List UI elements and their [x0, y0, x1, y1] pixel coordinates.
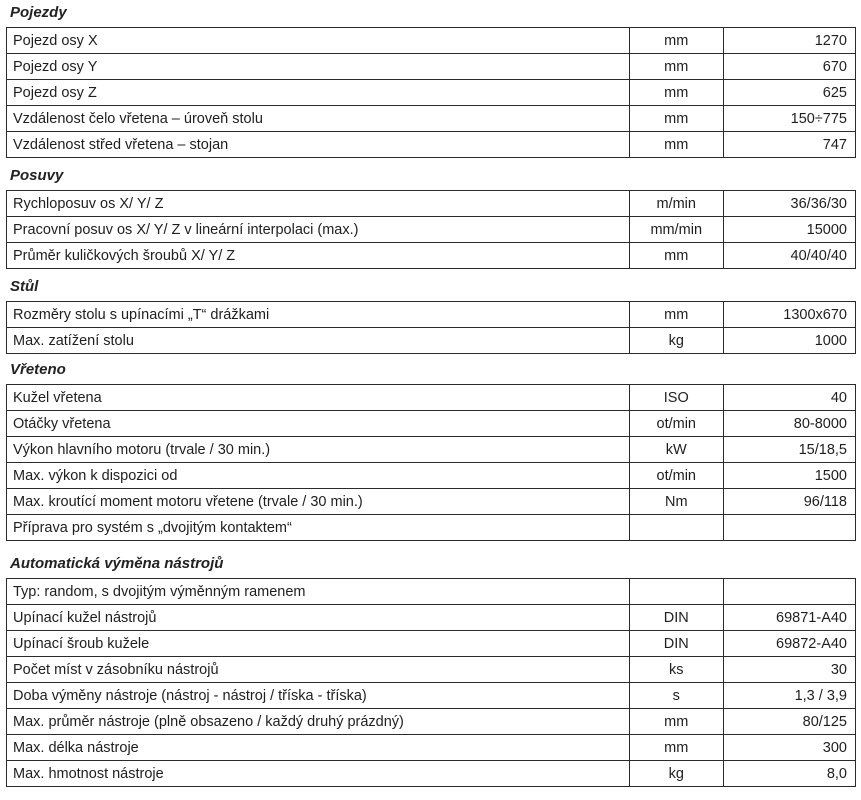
row-value: 8,0: [723, 761, 855, 787]
row-unit: [629, 515, 723, 541]
table-row: [7, 683, 856, 709]
row-name: Max. průměr nástroje (plně obsazeno / každý druhý prázdný): [7, 709, 630, 735]
row-name: Vzdálenost střed vřetena – stojan: [7, 132, 630, 158]
row-value: 15/18,5: [723, 437, 855, 463]
table-row: [7, 735, 856, 761]
row-value: 670: [723, 54, 855, 80]
row-unit: m/min: [629, 191, 723, 217]
row-unit: mm: [629, 302, 723, 328]
row-value: 15000: [723, 217, 855, 243]
table-vreteno: [6, 384, 856, 541]
table-row: [7, 106, 856, 132]
row-name: Max. kroutící moment motoru vřetene (trvale / 30 min.): [7, 489, 630, 515]
table-row: [7, 191, 856, 217]
row-value: 625: [723, 80, 855, 106]
table-row: [7, 515, 856, 541]
row-value: 36/36/30: [723, 191, 855, 217]
row-unit: mm: [629, 80, 723, 106]
row-name: Max. hmotnost nástroje: [7, 761, 630, 787]
row-name: Upínací šroub kužele: [7, 631, 630, 657]
row-name: Počet míst v zásobníku nástrojů: [7, 657, 630, 683]
table-row: [7, 657, 856, 683]
row-unit: ks: [629, 657, 723, 683]
row-name: Otáčky vřetena: [7, 411, 630, 437]
table-row: [7, 243, 856, 269]
row-name: Vzdálenost čelo vřetena – úroveň stolu: [7, 106, 630, 132]
table-row: [7, 28, 856, 54]
row-name: Pojezd osy X: [7, 28, 630, 54]
table-pojezdy: [6, 27, 856, 158]
row-value: 1,3 / 3,9: [723, 683, 855, 709]
table-row: [7, 132, 856, 158]
row-unit: Nm: [629, 489, 723, 515]
table-row: [7, 761, 856, 787]
row-value: 300: [723, 735, 855, 761]
row-unit: ot/min: [629, 411, 723, 437]
row-value: 1500: [723, 463, 855, 489]
row-name: Příprava pro systém s „dvojitým kontaktem“: [7, 515, 630, 541]
row-value: 80/125: [723, 709, 855, 735]
row-name: Průměr kuličkových šroubů X/ Y/ Z: [7, 243, 630, 269]
row-name: Max. výkon k dispozici od: [7, 463, 630, 489]
row-unit: mm: [629, 735, 723, 761]
table-posuvy: [6, 190, 856, 269]
row-unit: DIN: [629, 631, 723, 657]
section-title-vreteno: Vřeteno: [10, 361, 66, 378]
row-unit: mm: [629, 106, 723, 132]
section-title-posuvy: Posuvy: [10, 167, 64, 184]
row-unit: mm/min: [629, 217, 723, 243]
table-atc: [6, 578, 856, 787]
row-name: Pojezd osy Y: [7, 54, 630, 80]
row-unit: ot/min: [629, 463, 723, 489]
row-unit: mm: [629, 54, 723, 80]
row-name: Pojezd osy Z: [7, 80, 630, 106]
row-value: [723, 515, 855, 541]
row-unit: [629, 579, 723, 605]
section-title-atc: Automatická výměna nástrojů: [10, 555, 224, 572]
table-row: [7, 463, 856, 489]
row-name: Max. délka nástroje: [7, 735, 630, 761]
row-value: 1300x670: [723, 302, 855, 328]
row-value: 150÷775: [723, 106, 855, 132]
section-title-pojezdy: Pojezdy: [10, 4, 67, 21]
row-unit: s: [629, 683, 723, 709]
table-row: [7, 80, 856, 106]
section-title-stul: Stůl: [10, 278, 39, 295]
row-value: 747: [723, 132, 855, 158]
row-value: 1270: [723, 28, 855, 54]
row-value: 30: [723, 657, 855, 683]
table-row: [7, 631, 856, 657]
table-row: [7, 328, 856, 354]
row-unit: mm: [629, 243, 723, 269]
table-row: [7, 54, 856, 80]
row-unit: kg: [629, 761, 723, 787]
row-name: Pracovní posuv os X/ Y/ Z v lineární interpolaci (max.): [7, 217, 630, 243]
row-name: Kužel vřetena: [7, 385, 630, 411]
row-unit: DIN: [629, 605, 723, 631]
table-row: [7, 302, 856, 328]
row-name: Rozměry stolu s upínacími „T“ drážkami: [7, 302, 630, 328]
row-name: Upínací kužel nástrojů: [7, 605, 630, 631]
row-value: 80-8000: [723, 411, 855, 437]
row-unit: mm: [629, 709, 723, 735]
row-name: Výkon hlavního motoru (trvale / 30 min.): [7, 437, 630, 463]
row-unit: mm: [629, 132, 723, 158]
table-row: [7, 385, 856, 411]
row-value: 69872-A40: [723, 631, 855, 657]
row-unit: mm: [629, 28, 723, 54]
row-value: 40: [723, 385, 855, 411]
row-unit: kg: [629, 328, 723, 354]
table-row: [7, 437, 856, 463]
row-name: Max. zatížení stolu: [7, 328, 630, 354]
row-value: 69871-A40: [723, 605, 855, 631]
row-unit: kW: [629, 437, 723, 463]
row-unit: ISO: [629, 385, 723, 411]
table-row: [7, 579, 856, 605]
table-row: [7, 489, 856, 515]
row-value: 40/40/40: [723, 243, 855, 269]
row-value: 96/118: [723, 489, 855, 515]
table-row: [7, 709, 856, 735]
table-row: [7, 217, 856, 243]
row-value: [723, 579, 855, 605]
row-name: Doba výměny nástroje (nástroj - nástroj / tříska - tříska): [7, 683, 630, 709]
row-name: Typ: random, s dvojitým výměnným ramenem: [7, 579, 630, 605]
table-row: [7, 411, 856, 437]
row-name: Rychloposuv os X/ Y/ Z: [7, 191, 630, 217]
table-stul: [6, 301, 856, 354]
row-value: 1000: [723, 328, 855, 354]
table-row: [7, 605, 856, 631]
